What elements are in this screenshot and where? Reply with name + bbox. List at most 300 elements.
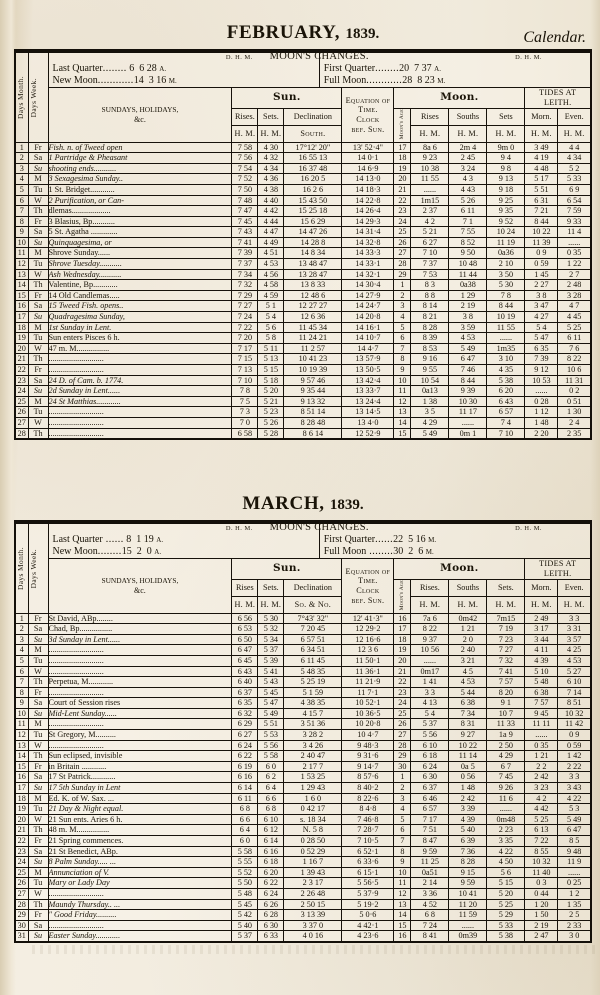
- tide-even-cell: 0 51: [558, 396, 591, 407]
- moon-sets-cell: 5 6: [487, 867, 525, 878]
- moon-age-cell: 14: [394, 417, 411, 428]
- moon-sets-cell: 9 18: [487, 184, 525, 195]
- moon-rises-cell: 5 49: [411, 428, 449, 439]
- day-of-month-cell: 18: [15, 322, 28, 333]
- equation-of-time-cell: 14 13·0: [342, 174, 394, 185]
- table-row: [15, 417, 591, 428]
- day-of-month-cell: 20: [15, 343, 28, 354]
- moon-rises-cell: 8a 6: [411, 142, 449, 153]
- tide-even-cell: 4 34: [558, 153, 591, 164]
- tide-morn-cell: 9 12: [525, 365, 558, 376]
- sun-group-header-february: Sun.: [232, 88, 342, 108]
- tide-even-units-march: H. M.: [558, 596, 591, 613]
- tide-even-cell: 0 2: [558, 386, 591, 397]
- moon-souths-cell: 2 42: [449, 793, 487, 804]
- event-cell: 21 Spring commences.: [48, 836, 232, 847]
- moon-rises-cell: 1 41: [411, 677, 449, 688]
- month-name-march: MARCH,: [242, 493, 325, 514]
- day-of-month-cell: 31: [15, 931, 28, 942]
- moon-change-first-quarter-march: First Quarter......22 5 16 M.: [323, 533, 437, 545]
- moon-souths-cell: 9 39: [449, 386, 487, 397]
- moon-rises-cell: 10 56: [411, 645, 449, 656]
- tide-even-cell: 6 9: [558, 184, 591, 195]
- equation-of-time-cell: 4 42·1: [342, 920, 394, 931]
- equation-of-time-cell: 13' 52·4": [342, 142, 394, 153]
- sun-sets-cell: 5 21: [258, 396, 284, 407]
- moon-age-cell: 27: [394, 248, 411, 259]
- day-of-month-cell: 26: [15, 407, 28, 418]
- equation-of-time-cell: 8 4·8: [342, 804, 394, 815]
- moon-sets-cell: 3 10: [487, 354, 525, 365]
- equation-of-time-cell: 9 31·6: [342, 751, 394, 762]
- moon-age-cell: 15: [394, 428, 411, 439]
- sun-rises-cell: 7 10: [232, 375, 258, 386]
- moon-sets-cell: ......: [487, 333, 525, 344]
- sun-declination-cell: 12 48 6: [284, 290, 342, 301]
- day-of-week-cell: Th: [28, 428, 48, 439]
- day-of-week-cell: Fr: [28, 836, 48, 847]
- moon-rises-cell: 2 37: [411, 206, 449, 217]
- moon-souths-cell: 10 22: [449, 740, 487, 751]
- tide-even-cell: 5 3: [558, 804, 591, 815]
- tide-morn-cell: 1 12: [525, 407, 558, 418]
- moon-age-cell: 20: [394, 655, 411, 666]
- moon-souths-cell: 7 46: [449, 365, 487, 376]
- event-cell: Easter Sunday............: [48, 931, 232, 942]
- moon-souths-cell: 11 20: [449, 899, 487, 910]
- day-of-week-cell: Sa: [28, 624, 48, 635]
- sun-declination-cell: 8 6 14: [284, 428, 342, 439]
- equation-of-time-cell: 10 52·1: [342, 698, 394, 709]
- day-of-month-cell: 5: [15, 184, 28, 195]
- day-of-week-cell: Su: [28, 931, 48, 942]
- tide-morn-cell: 3 49: [525, 142, 558, 153]
- moon-age-cell: 11: [394, 878, 411, 889]
- moon-change-first-quarter-february: First Quarter........20 7 37 A.: [323, 62, 441, 74]
- moon-rises-cell: 8 41: [411, 931, 449, 942]
- table-row: [15, 761, 591, 772]
- moon-souths-units-march: H. M.: [449, 596, 487, 613]
- table-row: [15, 386, 591, 397]
- event-cell: 2 Purification, or Can-: [48, 195, 232, 206]
- table-row: [15, 719, 591, 730]
- calendar-rows-february: [15, 142, 591, 439]
- sun-sets-cell: 6 0: [258, 761, 284, 772]
- event-cell: Sun eclipsed, invisible: [48, 751, 232, 762]
- equation-of-time-cell: 14 24·7: [342, 301, 394, 312]
- tide-even-cell: ......: [558, 237, 591, 248]
- tide-even-cell: 2 7: [558, 269, 591, 280]
- sun-declination-cell: 4 15 7: [284, 708, 342, 719]
- equation-of-time-cell: 10 36·5: [342, 708, 394, 719]
- equation-of-time-cell: 5 19·2: [342, 899, 394, 910]
- moon-souths-cell: 0m39: [449, 931, 487, 942]
- sun-rises-cell: 7 54: [232, 163, 258, 174]
- sun-declination-cell: 6 34 51: [284, 645, 342, 656]
- sun-declination-cell: 1 16 7: [284, 857, 342, 868]
- tide-morn-cell: 2 2: [525, 761, 558, 772]
- event-cell: 47 m. M................: [48, 343, 232, 354]
- moon-age-cell: 15: [394, 920, 411, 931]
- day-of-month-cell: 14: [15, 751, 28, 762]
- moon-changes-left-march: [49, 524, 319, 558]
- tide-morn-cell: 4 11: [525, 645, 558, 656]
- day-of-month-cell: 12: [15, 259, 28, 270]
- event-cell: ...........................: [48, 365, 232, 376]
- moon-changes-right-february: [319, 53, 590, 87]
- sun-rises-header-february: Rises.: [232, 108, 258, 125]
- dhm-label-right-march: D. H. M.: [515, 525, 542, 532]
- event-cell: Quadragesima Sunday,: [48, 312, 232, 323]
- equation-of-time-cell: 12' 41·3": [342, 613, 394, 624]
- equation-of-time-cell: 5 0·6: [342, 910, 394, 921]
- equation-of-time-cell: 11 36·1: [342, 666, 394, 677]
- day-of-month-cell: 4: [15, 645, 28, 656]
- moon-age-cell: 20: [394, 174, 411, 185]
- moon-souths-cell: 1 29: [449, 290, 487, 301]
- sun-rises-cell: 5 55: [232, 857, 258, 868]
- equation-of-time-cell: 14 6·9: [342, 163, 394, 174]
- moon-age-cell: 13: [394, 899, 411, 910]
- equation-of-time-cell: 14 22·8: [342, 195, 394, 206]
- event-cell: 3d Sunday in Lent......: [48, 634, 232, 645]
- moon-souths-cell: 0m 1: [449, 428, 487, 439]
- sun-declination-cell: 15 25 18: [284, 206, 342, 217]
- moon-change-new-moon-february: New Moon............14 3 16 M.: [52, 75, 177, 86]
- event-cell: 2d Sunday in Lent......: [48, 386, 232, 397]
- event-cell: 1st Sunday in Lent.: [48, 322, 232, 333]
- tide-morn-cell: 5 17: [525, 174, 558, 185]
- day-of-week-cell: Su: [28, 634, 48, 645]
- moon-souths-cell: 8 52: [449, 237, 487, 248]
- sun-sets-cell: 6 24: [258, 888, 284, 899]
- moon-sets-cell: 11 6: [487, 793, 525, 804]
- sun-declination-units-february: South.: [284, 125, 342, 142]
- moon-sets-cell: 9 1: [487, 698, 525, 709]
- equation-of-time-cell: 13 50·5: [342, 365, 394, 376]
- event-cell: ...........................: [48, 645, 232, 656]
- moon-souths-cell: 7 1: [449, 216, 487, 227]
- moon-age-cell: 6: [394, 333, 411, 344]
- day-of-month-cell: 7: [15, 206, 28, 217]
- moon-rises-cell: 3 3: [411, 687, 449, 698]
- moon-souths-cell: 0 56: [449, 772, 487, 783]
- sun-rises-cell: 6 14: [232, 783, 258, 794]
- event-cell: 3 Sexagesima Sunday..: [48, 174, 232, 185]
- moon-age-cell: 12: [394, 888, 411, 899]
- tide-even-cell: ......: [558, 867, 591, 878]
- table-row: [15, 825, 591, 836]
- moon-souths-cell: 9 50: [449, 248, 487, 259]
- tide-morn-units-march: H. M.: [525, 596, 558, 613]
- sun-declination-cell: 3 37 0: [284, 920, 342, 931]
- equation-of-time-cell: 6 15·1: [342, 867, 394, 878]
- tide-even-cell: 5 25: [558, 322, 591, 333]
- sun-rises-cell: 7 47: [232, 206, 258, 217]
- tide-even-units-february: H. M.: [558, 125, 591, 142]
- tide-morn-cell: 10 32: [525, 857, 558, 868]
- day-of-month-cell: 3: [15, 163, 28, 174]
- moon-age-cell: 28: [394, 259, 411, 270]
- moon-souths-cell: 2 45: [449, 153, 487, 164]
- sun-rises-cell: 7 17: [232, 343, 258, 354]
- sun-sets-cell: 5 43: [258, 677, 284, 688]
- moon-souths-cell: 8 28: [449, 857, 487, 868]
- day-of-month-cell: 6: [15, 666, 28, 677]
- moon-sets-cell: 9m 0: [487, 142, 525, 153]
- moon-souths-cell: 3 21: [449, 655, 487, 666]
- day-of-week-cell: Sa: [28, 920, 48, 931]
- sun-sets-cell: 4 44: [258, 216, 284, 227]
- table-row: [15, 248, 591, 259]
- tide-even-header-march: Even.: [558, 579, 591, 596]
- sun-declination-cell: 13 48 47: [284, 259, 342, 270]
- event-cell: Mid-Lent Sunday......: [48, 708, 232, 719]
- table-row: [15, 677, 591, 688]
- moon-sets-cell: 5 38: [487, 375, 525, 386]
- sun-rises-cell: 6 8: [232, 804, 258, 815]
- day-of-week-cell: Su: [28, 783, 48, 794]
- moon-age-cell: 2: [394, 783, 411, 794]
- tide-morn-cell: 7 57: [525, 698, 558, 709]
- moon-souths-cell: 8 31: [449, 719, 487, 730]
- sun-rises-cell: 7 48: [232, 195, 258, 206]
- tide-morn-cell: 2 27: [525, 280, 558, 291]
- moon-rises-cell: 0m17: [411, 666, 449, 677]
- sun-rises-cell: 7 58: [232, 142, 258, 153]
- moon-age-cell: 2: [394, 290, 411, 301]
- month-title-row-february: [14, 22, 592, 48]
- moon-age-cell: 8: [394, 846, 411, 857]
- sun-rises-cell: 7 5: [232, 396, 258, 407]
- tide-even-cell: 7 59: [558, 206, 591, 217]
- event-cell: Mary or Lady Day: [48, 878, 232, 889]
- moon-souths-cell: 1 21: [449, 624, 487, 635]
- moon-souths-cell: 4 53: [449, 677, 487, 688]
- day-of-week-cell: Fr: [28, 365, 48, 376]
- sun-declination-cell: 11 2 57: [284, 343, 342, 354]
- sun-declination-cell: 8 28 48: [284, 417, 342, 428]
- day-of-month-cell: 30: [15, 920, 28, 931]
- group-header-row-february: [15, 88, 591, 108]
- moon-rises-cell: 7 51: [411, 825, 449, 836]
- tide-morn-cell: ......: [525, 730, 558, 741]
- moon-sets-cell: 5 20: [487, 888, 525, 899]
- tide-even-cell: 3 31: [558, 624, 591, 635]
- equation-of-time-cell: 7 28·7: [342, 825, 394, 836]
- moon-rises-cell: 9 59: [411, 846, 449, 857]
- sun-declination-cell: 15 6 29: [284, 216, 342, 227]
- sun-rises-cell: 5 58: [232, 846, 258, 857]
- moon-souths-units-february: H. M.: [449, 125, 487, 142]
- sun-rises-cell: 7 29: [232, 290, 258, 301]
- moon-rises-cell: 7 24: [411, 920, 449, 931]
- moon-souths-cell: 4 43: [449, 184, 487, 195]
- moon-souths-cell: 11 59: [449, 910, 487, 921]
- sun-sets-cell: 4 42: [258, 206, 284, 217]
- moon-rises-cell: 0a13: [411, 386, 449, 397]
- tide-even-cell: 6 11: [558, 333, 591, 344]
- moon-rises-cell: 8 47: [411, 836, 449, 847]
- sun-sets-cell: 5 1: [258, 301, 284, 312]
- moon-souths-cell: 9 59: [449, 878, 487, 889]
- table-row: [15, 867, 591, 878]
- moon-souths-cell: 5 49: [449, 343, 487, 354]
- table-row: [15, 708, 591, 719]
- moon-rises-cell: 9 55: [411, 365, 449, 376]
- moon-age-cell: 17: [394, 624, 411, 635]
- moon-sets-cell: 7 45: [487, 772, 525, 783]
- moon-rises-cell: ......: [411, 184, 449, 195]
- sun-rises-cell: 6 24: [232, 740, 258, 751]
- moon-souths-cell: ......: [449, 920, 487, 931]
- moon-sets-cell: 5 15: [487, 878, 525, 889]
- day-of-week-cell: W: [28, 814, 48, 825]
- tide-morn-cell: 0 3: [525, 878, 558, 889]
- event-cell: ...........................: [48, 655, 232, 666]
- day-of-week-cell: M: [28, 793, 48, 804]
- equation-of-time-cell: 14 32·1: [342, 269, 394, 280]
- moon-sets-header-march: Sets.: [487, 579, 525, 596]
- table-row: [15, 698, 591, 709]
- moon-age-cell: 19: [394, 163, 411, 174]
- day-of-week-cell: Sa: [28, 227, 48, 238]
- sun-rises-cell: 7 50: [232, 184, 258, 195]
- sun-declination-cell: 6 11 45: [284, 655, 342, 666]
- day-of-week-cell: Th: [28, 206, 48, 217]
- moon-age-cell: 4: [394, 804, 411, 815]
- sun-rises-cell: 7 52: [232, 174, 258, 185]
- moon-sets-cell: 9 4: [487, 153, 525, 164]
- moon-sets-cell: 3 35: [487, 836, 525, 847]
- moon-sets-cell: 5 38: [487, 931, 525, 942]
- event-cell: 1 Partridge & Pheasant: [48, 153, 232, 164]
- day-of-week-cell: Fr: [28, 216, 48, 227]
- moon-souths-cell: 3 8: [449, 312, 487, 323]
- moon-sets-cell: 6 43: [487, 396, 525, 407]
- moon-change-last-quarter-february: Last Quarter........ 6 6 28 A.: [52, 62, 167, 74]
- sun-sets-cell: 5 47: [258, 698, 284, 709]
- tide-morn-cell: 5 4: [525, 322, 558, 333]
- tide-even-cell: 9 48: [558, 846, 591, 857]
- day-of-month-cell: 1: [15, 613, 28, 624]
- moon-age-cell: 29: [394, 751, 411, 762]
- moon-changes-banner-row-march: [15, 523, 591, 559]
- moon-sets-cell: 11 19: [487, 237, 525, 248]
- moon-sets-cell: 11 33: [487, 719, 525, 730]
- table-row: [15, 259, 591, 270]
- sun-declination-units-march: So. & No.: [284, 596, 342, 613]
- moon-rises-cell: 9 23: [411, 153, 449, 164]
- sun-rises-cell: 7 8: [232, 386, 258, 397]
- moon-sets-cell: 4 35: [487, 365, 525, 376]
- sun-rises-header-march: Rises: [232, 579, 258, 596]
- sun-sets-cell: 4 34: [258, 163, 284, 174]
- table-row: [15, 783, 591, 794]
- day-of-week-cell: Fr: [28, 290, 48, 301]
- moon-changes-heading-february: MOON'S CHANGES.: [269, 51, 369, 62]
- equation-of-time-cell: 8 22·6: [342, 793, 394, 804]
- tide-morn-cell: 1 48: [525, 417, 558, 428]
- sun-declination-cell: 2 40 47: [284, 751, 342, 762]
- moon-rises-cell: 1 38: [411, 396, 449, 407]
- moon-rises-cell: 6 24: [411, 761, 449, 772]
- tide-morn-cell: 6 38: [525, 687, 558, 698]
- day-of-week-cell: Sa: [28, 153, 48, 164]
- tide-morn-cell: 9 45: [525, 708, 558, 719]
- day-of-week-cell: Tu: [28, 333, 48, 344]
- sun-rises-cell: 7 24: [232, 312, 258, 323]
- event-cell: 1 St. Bridget............: [48, 184, 232, 195]
- tide-even-cell: 1 22: [558, 259, 591, 270]
- moon-age-cell: 7: [394, 836, 411, 847]
- moon-age-cell: 28: [394, 740, 411, 751]
- tide-even-cell: 9 33: [558, 216, 591, 227]
- moon-sets-cell: 8 44: [487, 301, 525, 312]
- event-cell: St David, ABp........: [48, 613, 232, 624]
- sun-sets-cell: 4 58: [258, 280, 284, 291]
- tide-even-cell: 1 2: [558, 888, 591, 899]
- equation-of-time-cell: 10 4·7: [342, 730, 394, 741]
- sun-sets-cell: 5 53: [258, 730, 284, 741]
- moon-souths-cell: 11 17: [449, 407, 487, 418]
- day-of-week-cell: Su: [28, 857, 48, 868]
- moon-change-full-moon-february: Full Moon............28 8 23 M.: [323, 75, 446, 86]
- moon-sets-cell: 7 27: [487, 645, 525, 656]
- moon-souths-cell: 6 11: [449, 206, 487, 217]
- sun-declination-cell: 2 50 15: [284, 899, 342, 910]
- moon-change-last-quarter-march: Last Quarter ...... 8 1 19 A.: [52, 533, 164, 545]
- moon-age-cell: 11: [394, 386, 411, 397]
- moon-rises-cell: 8 14: [411, 301, 449, 312]
- moon-souths-cell: 7 55: [449, 227, 487, 238]
- tides-header-march: TIDES AT LEITH.: [525, 559, 591, 579]
- equation-of-time-cell: 14 10·7: [342, 333, 394, 344]
- table-row: [15, 195, 591, 206]
- table-row: [15, 920, 591, 931]
- tide-morn-cell: 0 44: [525, 888, 558, 899]
- sun-sets-cell: 5 26: [258, 417, 284, 428]
- event-cell: Fish. n. of Tweed open: [48, 142, 232, 153]
- moon-rises-cell: 2 14: [411, 878, 449, 889]
- table-row: [15, 174, 591, 185]
- sun-rises-cell: 7 3: [232, 407, 258, 418]
- sun-sets-cell: 5 23: [258, 407, 284, 418]
- moon-change-new-moon-march: New Moon........15 2 0 A.: [52, 546, 162, 557]
- moon-age-cell: 21: [394, 184, 411, 195]
- sun-rises-cell: 5 40: [232, 920, 258, 931]
- event-cell: Valentine, Bp............: [48, 280, 232, 291]
- tide-morn-cell: 4 48: [525, 163, 558, 174]
- sun-declination-cell: 3 13 39: [284, 910, 342, 921]
- tide-even-cell: 8 51: [558, 698, 591, 709]
- equation-of-time-cell: 14 33·3: [342, 248, 394, 259]
- tide-morn-units-february: H. M.: [525, 125, 558, 142]
- day-of-month-cell: 22: [15, 836, 28, 847]
- tide-morn-cell: 7 39: [525, 354, 558, 365]
- sun-sets-cell: 4 53: [258, 259, 284, 270]
- moon-sets-cell: 9 13: [487, 174, 525, 185]
- tide-even-cell: 4 53: [558, 655, 591, 666]
- tide-morn-cell: 3 23: [525, 783, 558, 794]
- moon-age-cell: 9: [394, 857, 411, 868]
- tide-morn-cell: 6 13: [525, 825, 558, 836]
- tide-morn-cell: 3 17: [525, 624, 558, 635]
- tide-even-cell: 3 3: [558, 772, 591, 783]
- day-of-week-cell: Th: [28, 825, 48, 836]
- moon-sets-cell: 2 50: [487, 740, 525, 751]
- event-cell: ...........................: [48, 354, 232, 365]
